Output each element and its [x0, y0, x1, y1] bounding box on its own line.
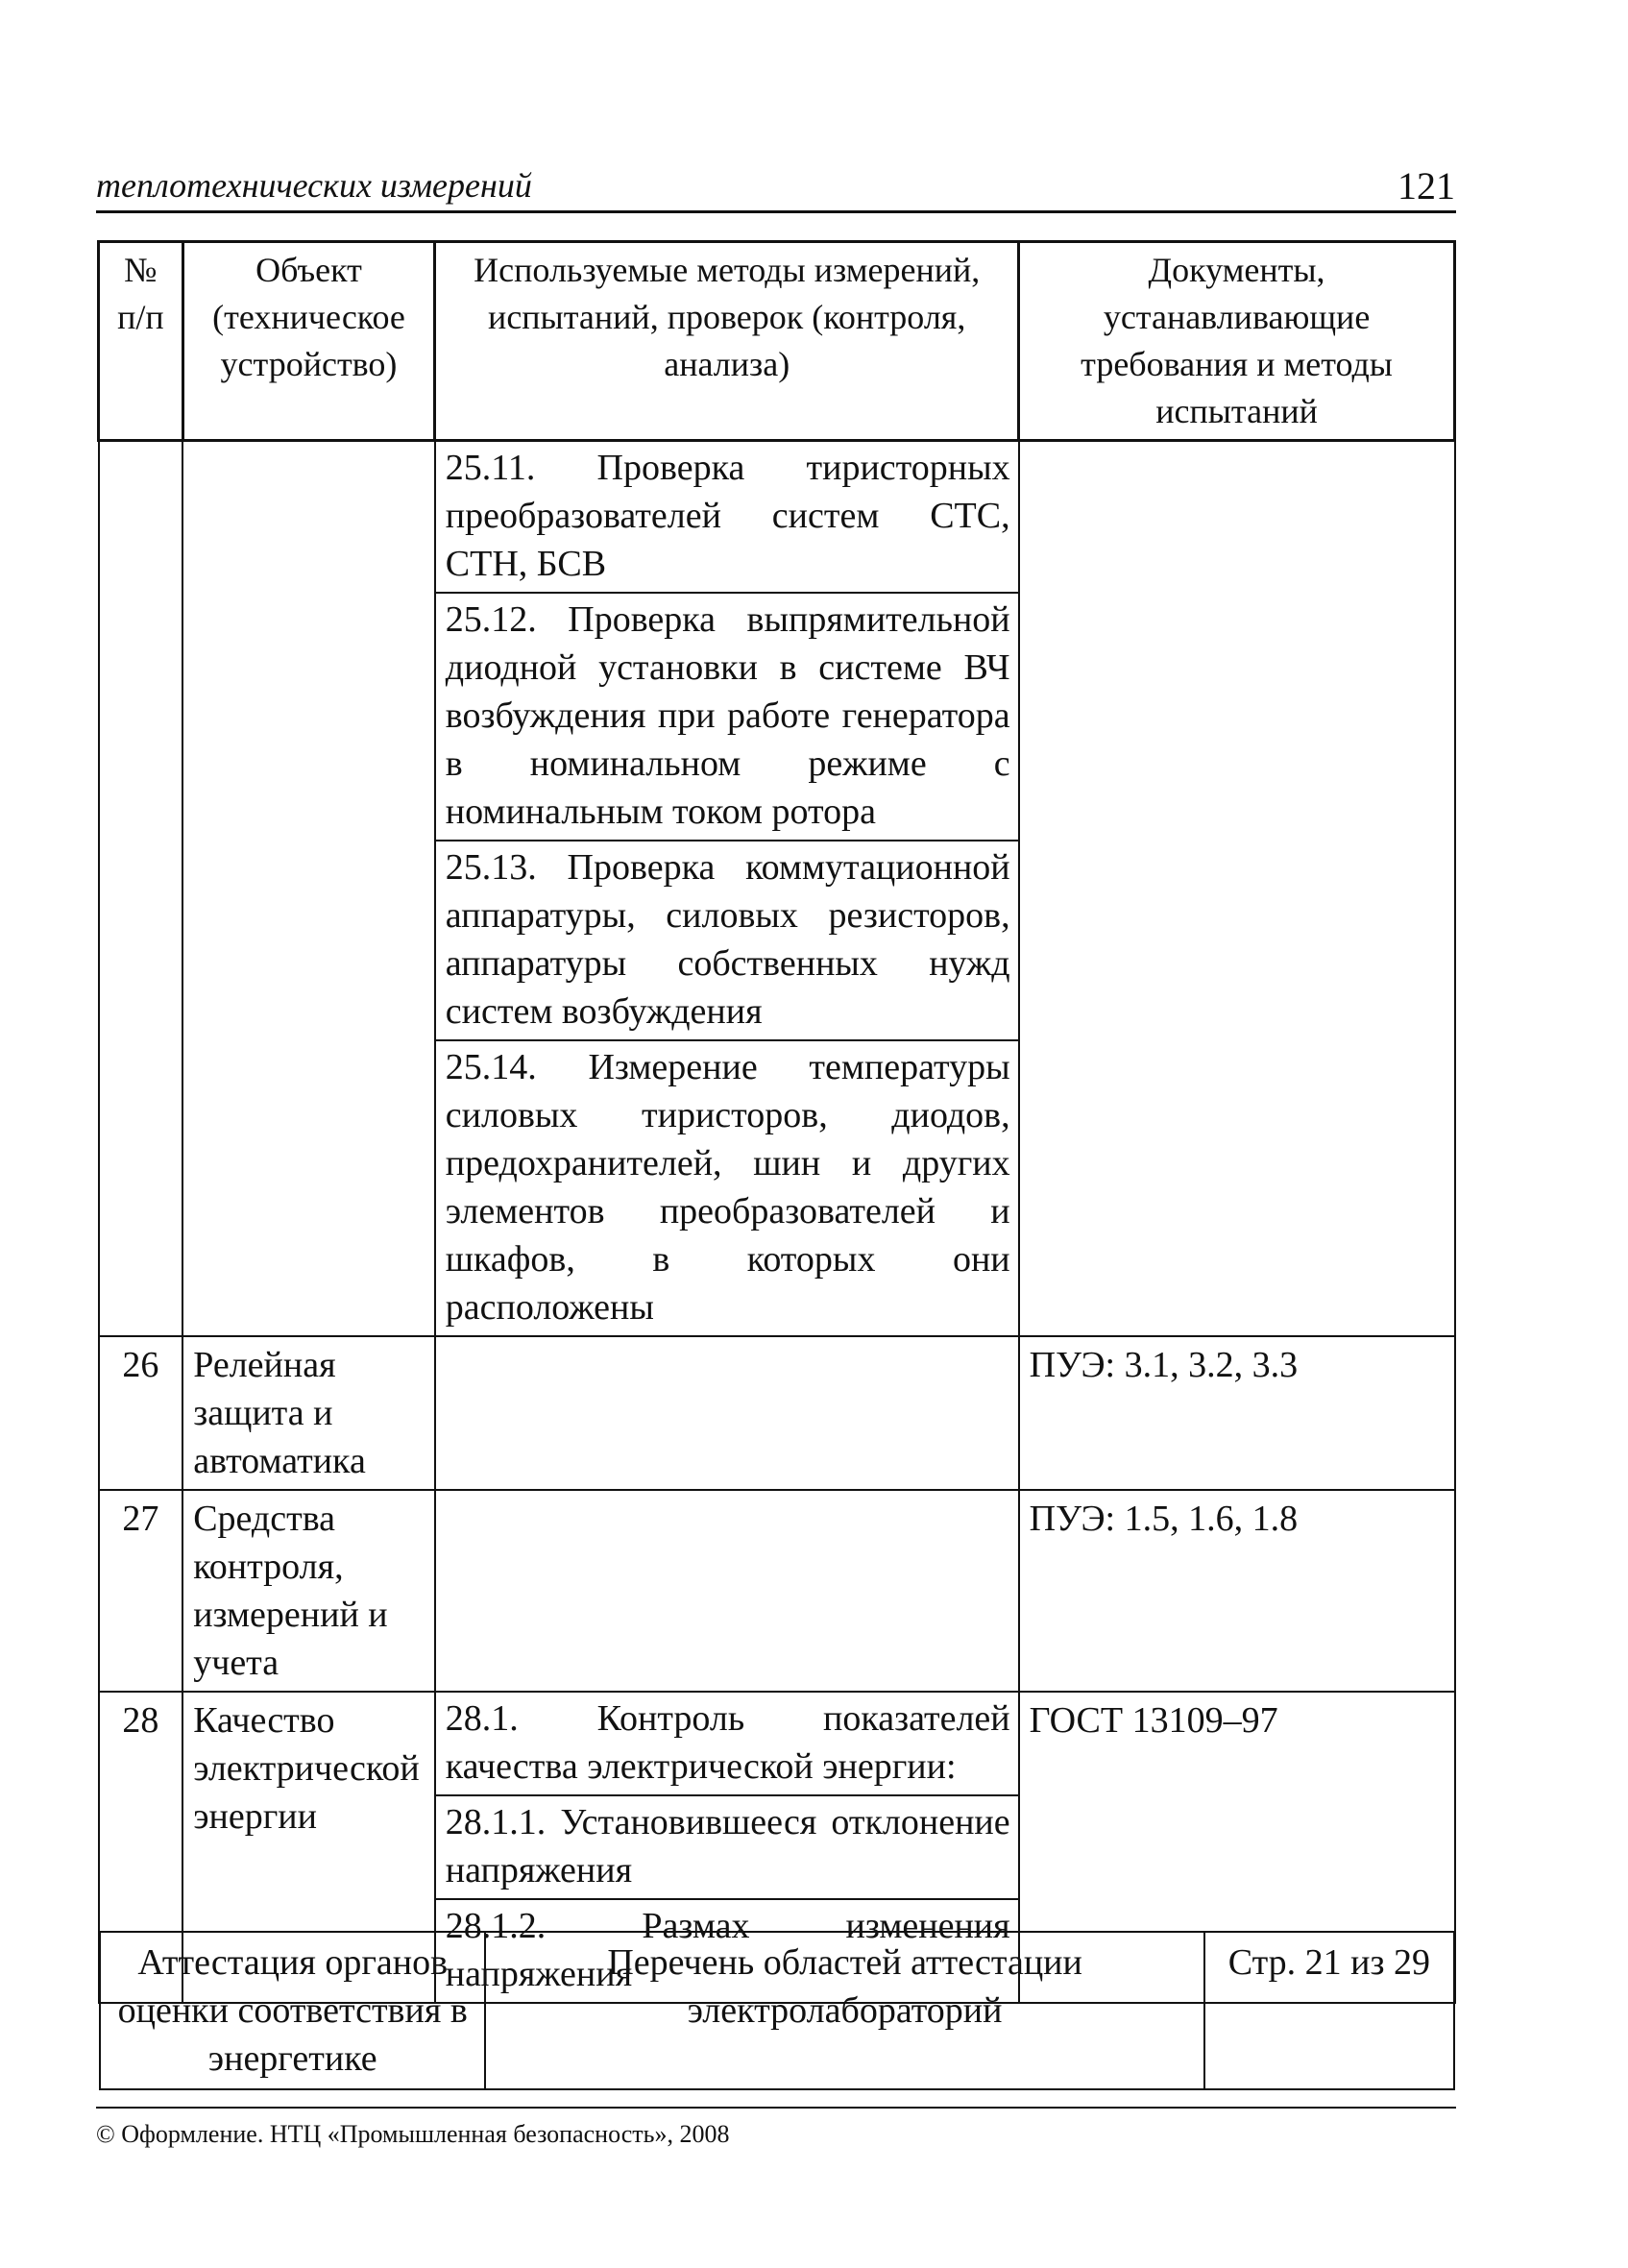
method-28-1-1: 28.1.1. Установившееся отклонение напряжения	[435, 1795, 1019, 1899]
table-row	[99, 1490, 1455, 1692]
header-rule	[96, 210, 1456, 213]
row27-object: Средства контроля, измерений и учета	[182, 1490, 435, 1692]
table-header-row	[99, 242, 1455, 441]
row26-object: Релейная защита и автоматика	[182, 1336, 435, 1490]
continued-object-cell	[182, 441, 435, 1337]
footer-page: Стр. 21 из 29	[1204, 1932, 1454, 2089]
bottom-rule	[96, 2107, 1456, 2109]
running-head: теплотехнических измерений	[96, 166, 532, 205]
row28-doc: ГОСТ 13109–97	[1019, 1692, 1455, 2003]
row27-method	[435, 1490, 1019, 1692]
row26-doc: ПУЭ: 3.1, 3.2, 3.3	[1019, 1336, 1455, 1490]
header-object: Объект (техническое устройство)	[182, 242, 435, 441]
continued-doc-cell	[1019, 441, 1455, 1337]
row26-method	[435, 1336, 1019, 1490]
row26-num: 26	[99, 1336, 183, 1490]
method-25-11: 25.11. Проверка тиристорных преобразователей систем СТС, СТН, БСВ	[435, 441, 1019, 594]
row28-object: Качество электрической энергии	[182, 1692, 435, 2003]
table-row	[99, 441, 1455, 594]
row28-num: 28	[99, 1692, 183, 2003]
continued-num-cell	[99, 441, 183, 1337]
page-number: 121	[1397, 164, 1455, 207]
footer-middle: Перечень областей аттестации электролабораторий	[485, 1932, 1203, 2089]
attestation-table	[97, 240, 1456, 2004]
table-row	[99, 1692, 1455, 1795]
footer-left: Аттестация органов оценки соответствия в энергетике	[100, 1932, 485, 2089]
row27-num: 27	[99, 1490, 183, 1692]
method-28-1-2: 28.1.2. Размах изменения напряжения	[435, 1899, 1019, 2003]
copyright: © Оформление. НТЦ «Промышленная безопасность», 2008	[96, 2120, 730, 2148]
footer-row	[100, 1932, 1454, 2089]
header-num: № п/п	[99, 242, 183, 441]
method-28-1: 28.1. Контроль показателей качества электрической энергии:	[435, 1692, 1019, 1795]
method-25-13: 25.13. Проверка коммутационной аппаратуры, силовых резисторов, аппаратуры собственных нужд систем возбуждения	[435, 841, 1019, 1040]
row27-doc: ПУЭ: 1.5, 1.6, 1.8	[1019, 1490, 1455, 1692]
method-25-14: 25.14. Измерение температуры силовых тиристоров, диодов, предохранителей, шин и других элементов преобразователей и шкафов, в которых они расположены	[435, 1040, 1019, 1336]
method-25-12: 25.12. Проверка выпрямительной диодной установки в системе ВЧ возбуждения при работе генератора в номинальном режиме с номинальным током ротора	[435, 593, 1019, 841]
table-row	[99, 1336, 1455, 1490]
header-methods: Используемые методы измерений, испытаний, проверок (контроля, анализа)	[435, 242, 1019, 441]
header-documents: Документы, устанавливающие требования и методы испытаний	[1019, 242, 1455, 441]
footer-table	[99, 1931, 1455, 2090]
